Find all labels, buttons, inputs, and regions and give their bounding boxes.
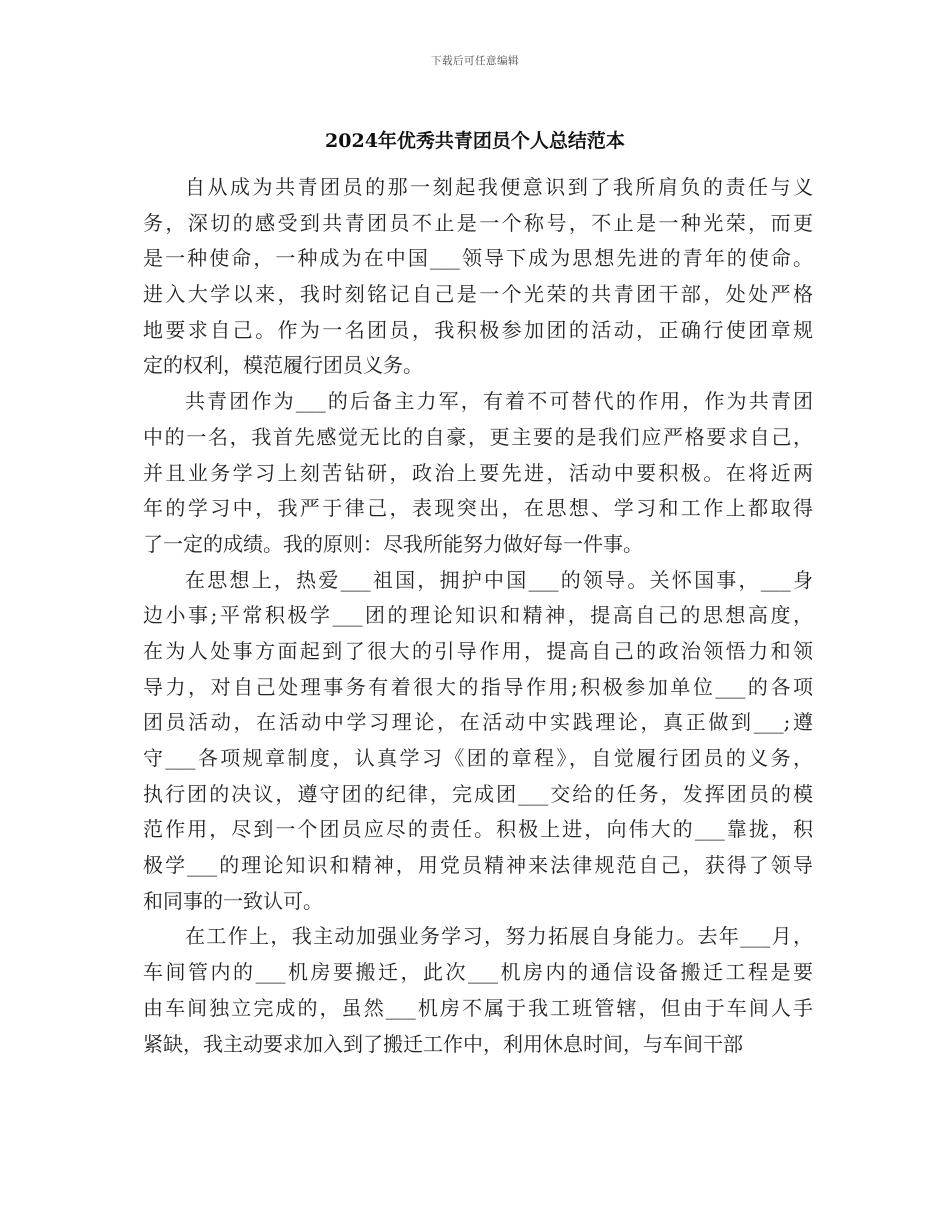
paragraph-line: 定的权利，模范履行团员义务。 (143, 353, 423, 378)
paragraph-line: 进入大学以来，我时刻铭记自己是一个光荣的共青团干部，处处严格 (143, 282, 813, 307)
paragraph-line: 和同事的一致认可。 (143, 888, 323, 913)
paragraph-line: 并且业务学习上刻苦钻研，政治上要先进，活动中要积极。在将近两 (143, 460, 813, 485)
paragraph-line: 由车间独立完成的，虽然___机房不属于我工班管辖，但由于车间人手 (143, 995, 813, 1020)
document-body (143, 170, 813, 1062)
paragraph-line: 边小事;平常积极学___团的理论知识和精神，提高自己的思想高度， (143, 603, 813, 628)
paragraph-line: 中的一名，我首先感觉无比的自豪，更主要的是我们应严格要求自己， (143, 424, 813, 449)
paragraph-line: 地要求自己。作为一名团员，我积极参加团的活动，正确行使团章规 (143, 317, 813, 342)
paragraph-line: 自从成为共青团员的那一刻起我便意识到了我所肩负的责任与义 (185, 175, 813, 199)
document-title: 2024年优秀共青团员个人总结范本 (325, 130, 625, 152)
paragraph-line: 守___各项规章制度，认真学习《团的章程》，自觉履行团员的义务， (143, 746, 813, 770)
paragraph-line: 务，深切的感受到共青团员不止是一个称号，不止是一种光荣，而更 (143, 210, 813, 235)
paragraph-line: 年的学习中，我严于律己，表现突出，在思想、学习和工作上都取得 (143, 496, 813, 521)
paragraph-line: 在思想上，热爱___祖国，拥护中国___的领导。关怀国事，___身 (185, 567, 813, 592)
paragraph (143, 170, 813, 384)
paragraph-line: 车间管内的___机房要搬迁，此次___机房内的通信设备搬迁工程是要 (143, 960, 813, 985)
paragraph-line: 紧缺，我主动要求加入到了搬迁工作中，利用休息时间，与车间干部 (143, 1031, 743, 1056)
paragraph (143, 919, 813, 1062)
paragraph-line: 共青团作为___的后备主力军，有着不可替代的作用，作为共青团 (185, 389, 813, 414)
paragraph (143, 563, 813, 920)
paragraph-line: 范作用，尽到一个团员应尽的责任。积极上进，向伟大的___靠拢，积 (143, 817, 813, 842)
paragraph (143, 384, 813, 562)
paragraph-line: 是一种使命，一种成为在中国___领导下成为思想先进的青年的使命。 (143, 246, 813, 271)
paragraph-line: 团员活动，在活动中学习理论，在活动中实践理论，真正做到___;遵 (143, 710, 813, 735)
paragraph-line: 在为人处事方面起到了很大的引导作用，提高自己的政治领悟力和领 (143, 638, 813, 663)
paragraph-line: 导力，对自己处理事务有着很大的指导作用;积极参加单位___的各项 (143, 674, 813, 699)
paragraph-line: 极学___的理论知识和精神，用党员精神来法律规范自己，获得了领导 (143, 853, 813, 878)
header-note: 下载后可任意编辑 (431, 55, 519, 67)
paragraph-line: 执行团的决议，遵守团的纪律，完成团___交给的任务，发挥团员的模 (143, 781, 813, 806)
paragraph-line: 了一定的成绩。我的原则：尽我所能努力做好每一件事。 (143, 531, 643, 556)
paragraph-line: 在工作上，我主动加强业务学习，努力拓展自身能力。去年___月， (185, 924, 813, 949)
